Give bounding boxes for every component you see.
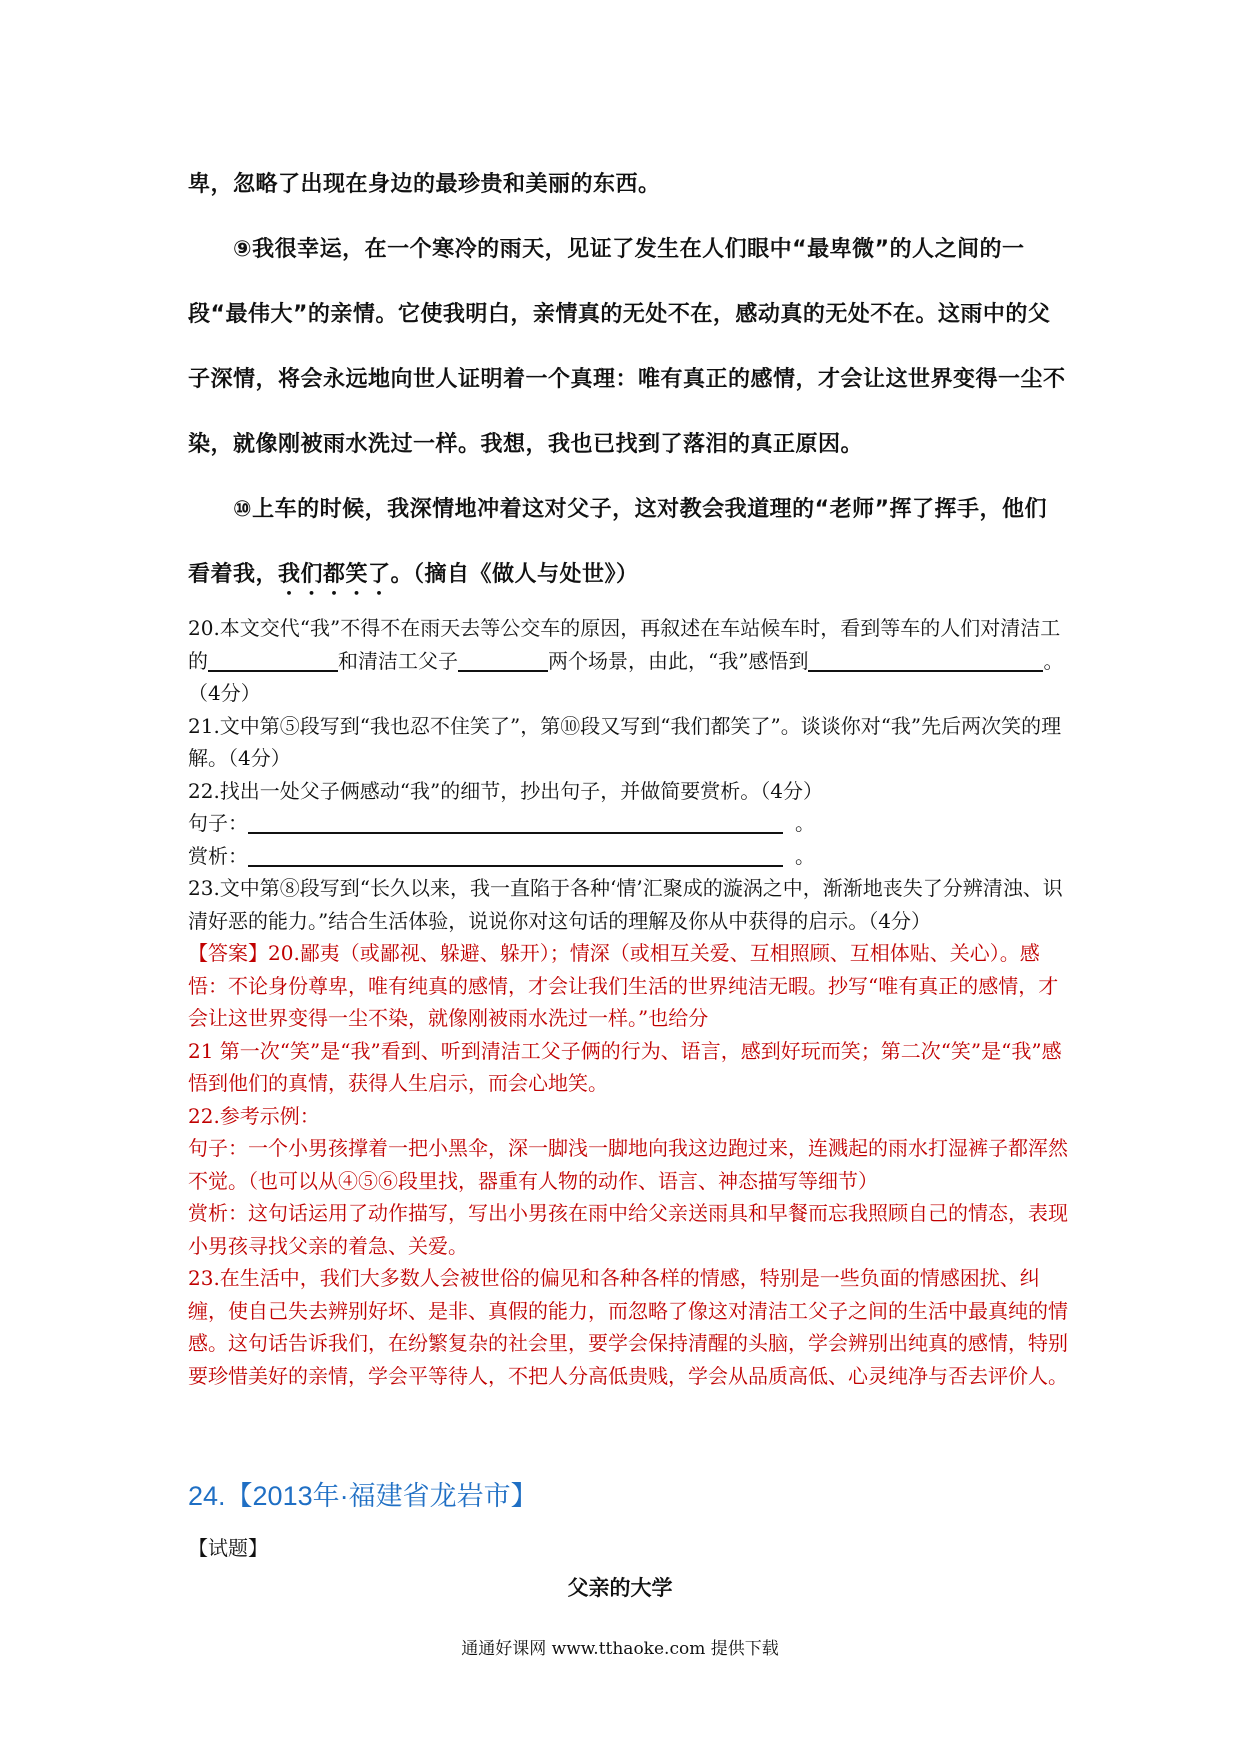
blank-line xyxy=(208,646,338,672)
section-heading: 24.【2013年·福建省龙岩市】 xyxy=(188,1481,538,1511)
blank-line xyxy=(808,646,1043,672)
article-title: 父亲的大学 xyxy=(567,1576,673,1600)
questions-block xyxy=(188,612,1068,1392)
answer-20: 【答案】20.鄙夷（或鄙视、躲避、躲开）；情深（或相互关爱、互相照顾、互相体贴、关心）。感悟：不论身份尊卑，唯有纯真的感情，才会让我们生活的世界纯洁无暇。抄写“唯有真正的感情，才会让这世界变得一尘不染，就像刚被雨水洗过一样。”也给分 xyxy=(188,941,1059,1030)
story-paragraph-10: ⑩上车的时候，我深情地冲着这对父子，这对教会我道理的“老师”挥了挥手，他们看着我，我们都笑了。（摘自《做人与处世》） xyxy=(188,497,1048,587)
question-22-sentence-line: 句子： 。 xyxy=(188,807,1068,840)
emphasized-phrase: 我们都笑了 xyxy=(278,562,391,587)
question-23: 23.文中第⑧段写到“长久以来，我一直陷于各种‘情’汇聚成的漩涡之中，渐渐地丧失了分辨清浊、识清好恶的能力。”结合生活体验，说说你对这句话的理解及你从中获得的启示。（4分） xyxy=(188,876,1063,933)
answer-21: 21 第一次“笑”是“我”看到、听到清洁工父子俩的行为、语言，感到好玩而笑；第二次“笑”是“我”感悟到他们的真情，获得人生启示，而会心地笑。 xyxy=(188,1038,1062,1095)
blank-line xyxy=(248,841,783,867)
story-paragraph-1: 卑，忽略了出现在身边的最珍贵和美丽的东西。 xyxy=(188,172,661,197)
question-22-analysis-line: 赏析： 。 xyxy=(188,840,1068,873)
answer-22-sentence: 句子：一个小男孩撑着一把小黑伞，深一脚浅一脚地向我这边跑过来，连溅起的雨水打湿裤子都浑然不觉。（也可以从④⑤⑥段里找，器重有人物的动作、语言、神态描写等细节） xyxy=(188,1136,1068,1193)
question-22: 22.找出一处父子俩感动“我”的细节，抄出句子，并做简要赏析。（4分） xyxy=(188,778,823,803)
story-text xyxy=(188,152,1068,607)
story-paragraph-9: ⑨我很幸运，在一个寒冷的雨天，见证了发生在人们眼中“最卑微”的人之间的一段“最伟大”的亲情。它使我明白，亲情真的无处不在，感动真的无处不在。这雨中的父子深情，将会永远地向世人证明着一个真理：唯有真正的感情，才会让这世界变得一尘不染，就像刚被雨水洗过一样。我想，我也已找到了落泪的真正原因。 xyxy=(188,237,1066,457)
page-footer: 通通好课网 www.tthaoke.com 提供下载 xyxy=(461,1639,779,1659)
section-tag: 【试题】 xyxy=(188,1536,268,1560)
question-20: 20.本文交代“我”不得不在雨天去等公交车的原因，再叙述在车站候车时，看到等车的人们对清洁工的 和清洁工父子 两个场景，由此，“我”感悟到 。（4分） xyxy=(188,616,1064,705)
answer-22-analysis: 赏析：这句话运用了动作描写，写出小男孩在雨中给父亲送雨具和早餐而忘我照顾自己的情态，表现小男孩寻找父亲的着急、关爱。 xyxy=(188,1201,1068,1258)
blank-line xyxy=(458,646,548,672)
blank-line xyxy=(248,808,783,834)
question-21: 21.文中第⑤段写到“我也忍不住笑了”，第⑩段又写到“我们都笑了”。谈谈你对“我”先后两次笑的理解。（4分） xyxy=(188,713,1062,770)
answer-23: 23.在生活中，我们大多数人会被世俗的偏见和各种各样的情感，特别是一些负面的情感困扰、纠缠，使自己失去辨别好坏、是非、真假的能力，而忽略了像这对清洁工父子之间的生活中最真纯的情感。这句话告诉我们，在纷繁复杂的社会里，要学会保持清醒的头脑，学会辨别出纯真的感情，特别要珍惜美好的亲情，学会平等待人，不把人分高低贵贱，学会从品质高低、心灵纯净与否去评价人。 xyxy=(188,1266,1068,1388)
answer-22-title: 22.参考示例： xyxy=(188,1103,320,1128)
